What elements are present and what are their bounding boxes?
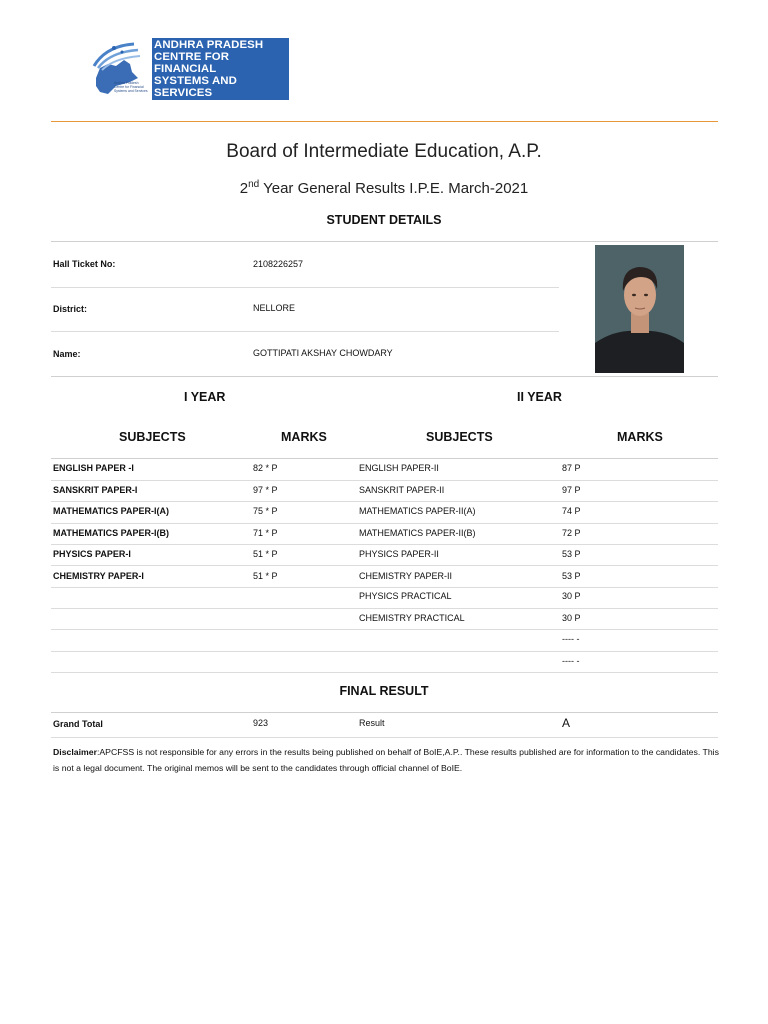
year2-subject: ENGLISH PAPER-II [359,463,439,473]
header-divider [51,121,718,122]
logo-line: CENTRE FOR FINANCIAL [154,51,230,75]
disclaimer [53,744,719,776]
year2-subject: CHEMISTRY PRACTICAL [359,613,465,623]
year2-subject: PHYSICS PAPER-II [359,549,439,559]
student-photo [595,245,684,373]
student-details-heading: STUDENT DETAILS [326,213,442,227]
apcfss-logo [86,38,289,102]
year1-marks: 51 * P [253,571,278,581]
year2-marks: ---- - [562,634,580,644]
year1-marks: 82 * P [253,463,278,473]
divider [51,241,718,242]
logo-wordmark [152,38,289,100]
year2-marks: ---- - [562,656,580,666]
year2-marks: 97 P [562,485,581,495]
year2-marks: 72 P [562,528,581,538]
year2-marks: 87 P [562,463,581,473]
svg-text:Centre for Financial: Centre for Financial [114,85,144,89]
divider [51,331,559,332]
grand-total-label: Grand Total [53,719,103,729]
year1-marks: 71 * P [253,528,278,538]
divider [51,287,559,288]
table-row [51,545,718,566]
divider [51,672,718,673]
hall-ticket-value: 2108226257 [253,259,304,269]
column-header: SUBJECTS [426,430,493,444]
year2-marks: 53 P [562,549,581,559]
year1-subject: MATHEMATICS PAPER-I(B) [53,528,169,538]
year1-subject: ENGLISH PAPER -I [53,463,134,473]
disclaimer-label: Disclaimer [53,747,97,757]
year1-heading: I YEAR [184,390,226,404]
name-value: GOTTIPATI AKSHAY CHOWDARY [253,348,393,358]
logo-line: ANDHRA PRADESH [154,39,264,51]
table-row [51,567,718,588]
table-row [51,502,718,523]
table-row [51,652,718,673]
year2-marks: 30 P [562,613,581,623]
year1-subject: MATHEMATICS PAPER-I(A) [53,506,169,516]
divider [51,565,718,566]
year1-subject: CHEMISTRY PAPER-I [53,571,144,581]
district-value: NELLORE [253,303,296,313]
result-label: Result [359,718,385,728]
divider [51,376,718,377]
table-row [51,524,718,545]
svg-text:Andhra Pradesh: Andhra Pradesh [114,81,139,85]
logo-line: SYSTEMS AND SERVICES [154,75,237,99]
results-subtitle: 2nd Year General Results I.P.E. March-2021 [239,179,529,197]
hall-ticket-label: Hall Ticket No: [53,259,116,269]
year2-subject: CHEMISTRY PAPER-II [359,571,453,581]
table-row [51,587,718,608]
year2-marks: 30 P [562,591,581,601]
logo-emblem-icon [86,38,152,102]
year2-marks: 74 P [562,506,581,516]
year2-heading: II YEAR [517,390,562,404]
year1-marks: 75 * P [253,506,278,516]
year1-marks: 51 * P [253,549,278,559]
district-label: District: [53,304,88,314]
year2-subject: MATHEMATICS PAPER-II(A) [359,506,476,516]
year1-subject: PHYSICS PAPER-I [53,549,131,559]
year2-subject: SANSKRIT PAPER-II [359,485,445,495]
disclaimer-text: :APCFSS is not responsible for any errors in the results being published on behalf of BoIE,A.P.. These results published are for information to the candidates. This is not a legal document. The original memos will be sent to the candidates through official channel of BoIE. [53,747,719,773]
year2-marks: 53 P [562,571,581,581]
year1-marks: 97 * P [253,485,278,495]
result-value: A [562,716,571,730]
svg-text:Systems and Services: Systems and Services [114,89,148,93]
column-header: MARKS [281,430,327,444]
grand-total-value: 923 [253,718,269,728]
year2-subject: PHYSICS PRACTICAL [359,591,452,601]
year1-subject: SANSKRIT PAPER-I [53,485,138,495]
year2-subject: MATHEMATICS PAPER-II(B) [359,528,476,538]
table-row [51,481,718,502]
column-header: SUBJECTS [119,430,186,444]
name-label: Name: [53,349,81,359]
table-row [51,459,718,480]
table-row [51,609,718,630]
final-result-heading: FINAL RESULT [339,684,429,698]
divider [51,737,718,738]
column-header: MARKS [617,430,663,444]
board-title: Board of Intermediate Education, A.P. [226,141,542,162]
table-row [51,630,718,651]
divider [51,712,718,713]
